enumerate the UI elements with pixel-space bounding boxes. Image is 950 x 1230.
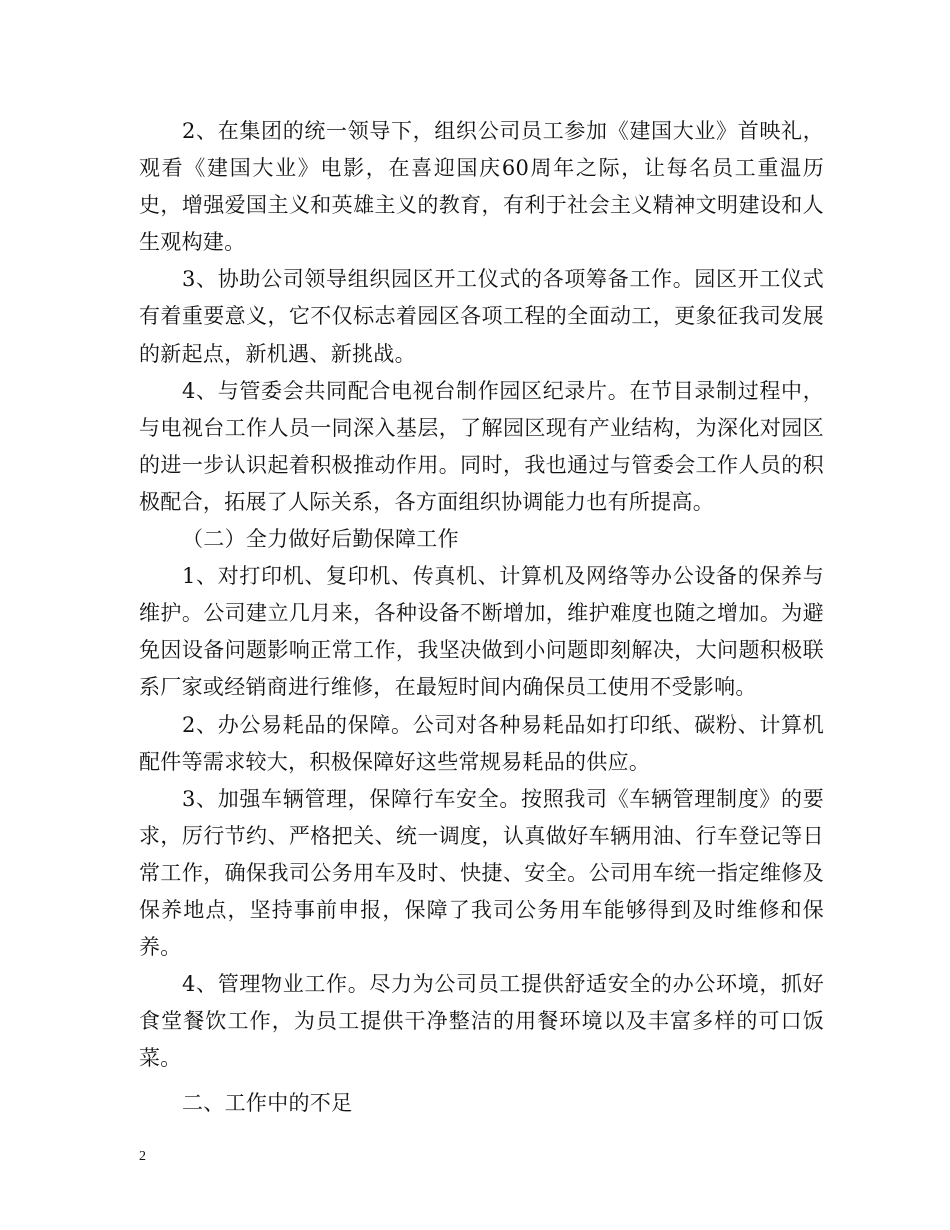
paragraph-logistics-3: 3、加强车辆管理，保障行车安全。按照我司《车辆管理制度》的要求，厉行节约、严格把关、统一调度，认真做好车辆用油、行车登记等日常工作，确保我司公务用车及时、快捷、安全。公司用车统一指定维修及保养地点，坚持事前申报，保障了我司公务用车能够得到及时维修和保养。 bbox=[139, 786, 824, 960]
section-heading-logistics: （二）全力做好后勤保障工作 bbox=[182, 527, 459, 552]
page-number: 2 bbox=[139, 1149, 146, 1164]
paragraph-activity-3: 3、协助公司领导组织园区开工仪式的各项筹备工作。园区开工仪式有着重要意义，它不仅标志着园区各项工程的全面动工，更象征我司发展的新起点，新机遇、新挑战。 bbox=[139, 267, 824, 366]
paragraph-activity-4: 4、与管委会共同配合电视台制作园区纪录片。在节目录制过程中，与电视台工作人员一同深入基层，了解园区现有产业结构，为深化对园区的进一步认识起着积极推动作用。同时，我也通过与管委会工作人员的积极配合，拓展了人际关系，各方面组织协调能力也有所提高。 bbox=[139, 378, 824, 514]
paragraph-logistics-1: 1、对打印机、复印机、传真机、计算机及网络等办公设备的保养与维护。公司建立几月来，各种设备不断增加，维护难度也随之增加。为避免因设备问题影响正常工作，我坚决做到小问题即刻解决，大问题积极联系厂家或经销商进行维修，在最短时间内确保员工使用不受影响。 bbox=[139, 564, 824, 700]
document-body bbox=[139, 113, 824, 1123]
section-heading-shortcomings: 二、工作中的不足 bbox=[182, 1091, 353, 1116]
paragraph-activity-2: 2、在集团的统一领导下，组织公司员工参加《建国大业》首映礼，观看《建国大业》电影，在喜迎国庆60周年之际，让每名员工重温历史，增强爱国主义和英雄主义的教育，有利于社会主义精神文明建设和人生观构建。 bbox=[139, 119, 824, 255]
paragraph-logistics-2: 2、办公易耗品的保障。公司对各种易耗品如打印纸、碳粉、计算机配件等需求较大，积极保障好这些常规易耗品的供应。 bbox=[139, 712, 824, 774]
paragraph-logistics-4: 4、管理物业工作。尽力为公司员工提供舒适安全的办公环境，抓好食堂餐饮工作，为员工提供干净整洁的用餐环境以及丰富多样的可口饭菜。 bbox=[139, 972, 824, 1071]
